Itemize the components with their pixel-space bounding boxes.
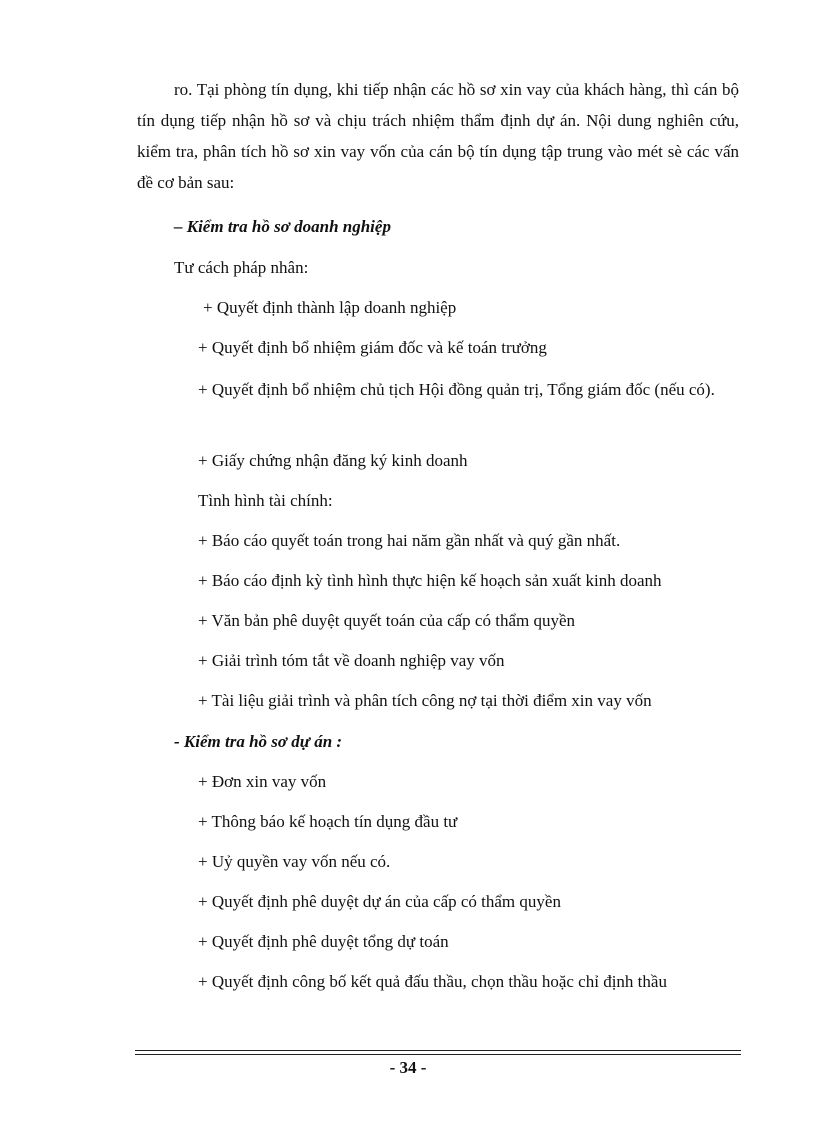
list-item: + Đơn xin vay vốn xyxy=(198,772,327,791)
list-item: + Giải trình tóm tắt về doanh nghiệp vay vốn xyxy=(198,651,505,670)
list-item: + Quyết định phê duyệt tổng dự toán xyxy=(198,932,449,951)
list-item: + Uỷ quyền vay vốn nếu có. xyxy=(198,852,391,871)
intro-text: ro. Tại phòng tín dụng, khi tiếp nhận các hồ sơ xin vay của khách hàng, thì cán bộ tín dụng tiếp nhận hồ sơ và chịu trách nhiệm thẩm định dự án. Nội dung nghiên cứu, kiểm tra, phân tích hồ sơ xin vay vốn của cán bộ tín dụng tập trung vào mét sè các vấn đề cơ bản sau: xyxy=(137,80,739,192)
footer-rule xyxy=(135,1050,741,1051)
legal-status-label: Tư cách pháp nhân: xyxy=(174,258,309,277)
section-heading-project: - Kiểm tra hồ sơ dự án : xyxy=(174,732,343,751)
list-item: + Thông báo kế hoạch tín dụng đầu tư xyxy=(198,812,458,831)
list-item: + Quyết định bổ nhiệm giám đốc và kế toán trưởng xyxy=(198,338,547,357)
list-item: + Tài liệu giải trình và phân tích công nợ tại thời điểm xin vay vốn xyxy=(198,691,652,710)
section-heading-enterprise: – Kiểm tra hồ sơ doanh nghiệp xyxy=(174,217,391,236)
list-item: + Quyết định công bố kết quả đấu thầu, chọn thầu hoặc chỉ định thầu xyxy=(198,972,667,991)
list-item: + Báo cáo quyết toán trong hai năm gần nhất và quý gần nhất. xyxy=(198,531,621,550)
list-item: + Quyết định thành lập doanh nghiệp xyxy=(203,298,457,317)
list-item: + Văn bản phê duyệt quyết toán của cấp có thẩm quyền xyxy=(198,611,576,630)
list-item-wrapped: + Quyết định bổ nhiệm chủ tịch Hội đồng quản trị, Tổng giám đốc (nếu có). xyxy=(198,380,715,399)
list-item: + Báo cáo định kỳ tình hình thực hiện kế hoạch sản xuất kinh doanh xyxy=(198,571,662,590)
financial-status-label: Tình hình tài chính: xyxy=(198,491,333,510)
list-item: + Quyết định phê duyệt dự án của cấp có thẩm quyền xyxy=(198,892,561,911)
page-number: - 34 - xyxy=(389,1058,427,1077)
list-item: + Giấy chứng nhận đăng ký kinh doanh xyxy=(198,451,468,470)
intro-paragraph xyxy=(137,74,739,198)
footer-rule-thin xyxy=(135,1054,741,1055)
